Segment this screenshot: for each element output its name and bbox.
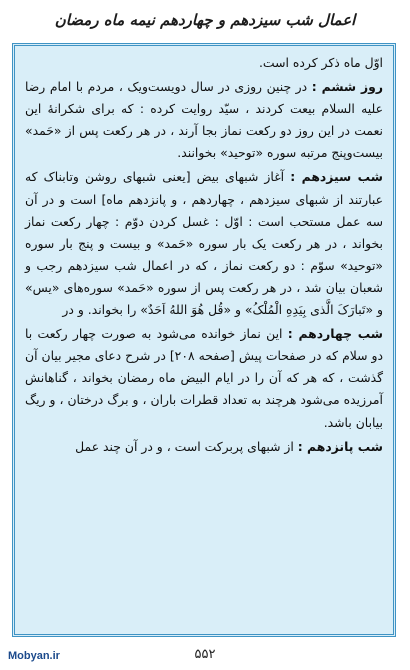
paragraph-heading: شب پانزدهم : [297, 438, 383, 454]
paragraph [25, 76, 383, 164]
page-title: اعمال شب سیزدهم و چهاردهم نیمه ماه رمضان [54, 11, 356, 29]
paragraph-text: آغاز شبهای بیض [یعنی شبهای روشن وتابناک که عبارتند از شبهای سیزدهم ، چهاردهم ، و پانزدهم ماه] است و در آن سه عمل مستحب است : اوّل : غسل کردن دوّم : چهار رکعت نماز بخواند ، در هر رکعت یک بار سوره «حَمد» و بیست و پنج بار سوره «توحید» سوّم : دو رکعت نماز ، که در اعمال شب سیزدهم رجب و شعبان بیان شد ، در هر رکعت پس از سوره «حَمد» سوره‌های «یس» و «تَبارَکَ الَّذی بِیَدِهِ الْمُلْکُ» و «قُل هُوَ اللهُ اَحَدٌ» را بخواند. و در [25, 169, 383, 318]
paragraph [25, 166, 383, 321]
paragraph-text: اوّل ماه ذکر کرده است. [258, 55, 383, 70]
paragraph-text: در چنین روزی در سال دویست‌ویک ، مردم با امام رضا علیه السلام بیعت کردند ، سیّد روایت کرده : که برای شکرانهٔ این نعمت در این روز دو رکعت نماز بجا آرند ، در هر رکعت پس از «حَمد» بیست‌وپنج مرتبه سوره «توحید» بخوانند. [25, 79, 383, 161]
page-header [0, 0, 410, 40]
watermark-link[interactable]: Mobyan.ir [8, 650, 60, 662]
paragraph [25, 323, 383, 433]
paragraph-heading: شب سیزدهم : [290, 169, 383, 185]
paragraph-text: از شبهای پربرکت است ، و در آن چند عمل [75, 438, 298, 454]
page-footer [0, 642, 410, 670]
paragraph [25, 52, 383, 74]
paragraph [25, 436, 383, 458]
page-number: ۵۵۲ [194, 647, 216, 662]
paragraph-text: این نماز خوانده می‌شود به صورت چهار رکعت با دو سلام که در صفحات پیش [صفحه ۲۰۸] در شرح دعای مجیر بیان آن گذشت ، که هر که آن را در ایام البیض ماه رمضان بخواند ، گناهانش آمرزیده می‌شود هرچند به تعداد قطرات باران ، و برگ درختان ، و ریگ بیابان باشد. [25, 326, 383, 430]
paragraph-heading: شب چهاردهم : [287, 326, 383, 342]
content-frame [12, 43, 396, 637]
paragraph-heading: روز ششم : [311, 79, 384, 95]
